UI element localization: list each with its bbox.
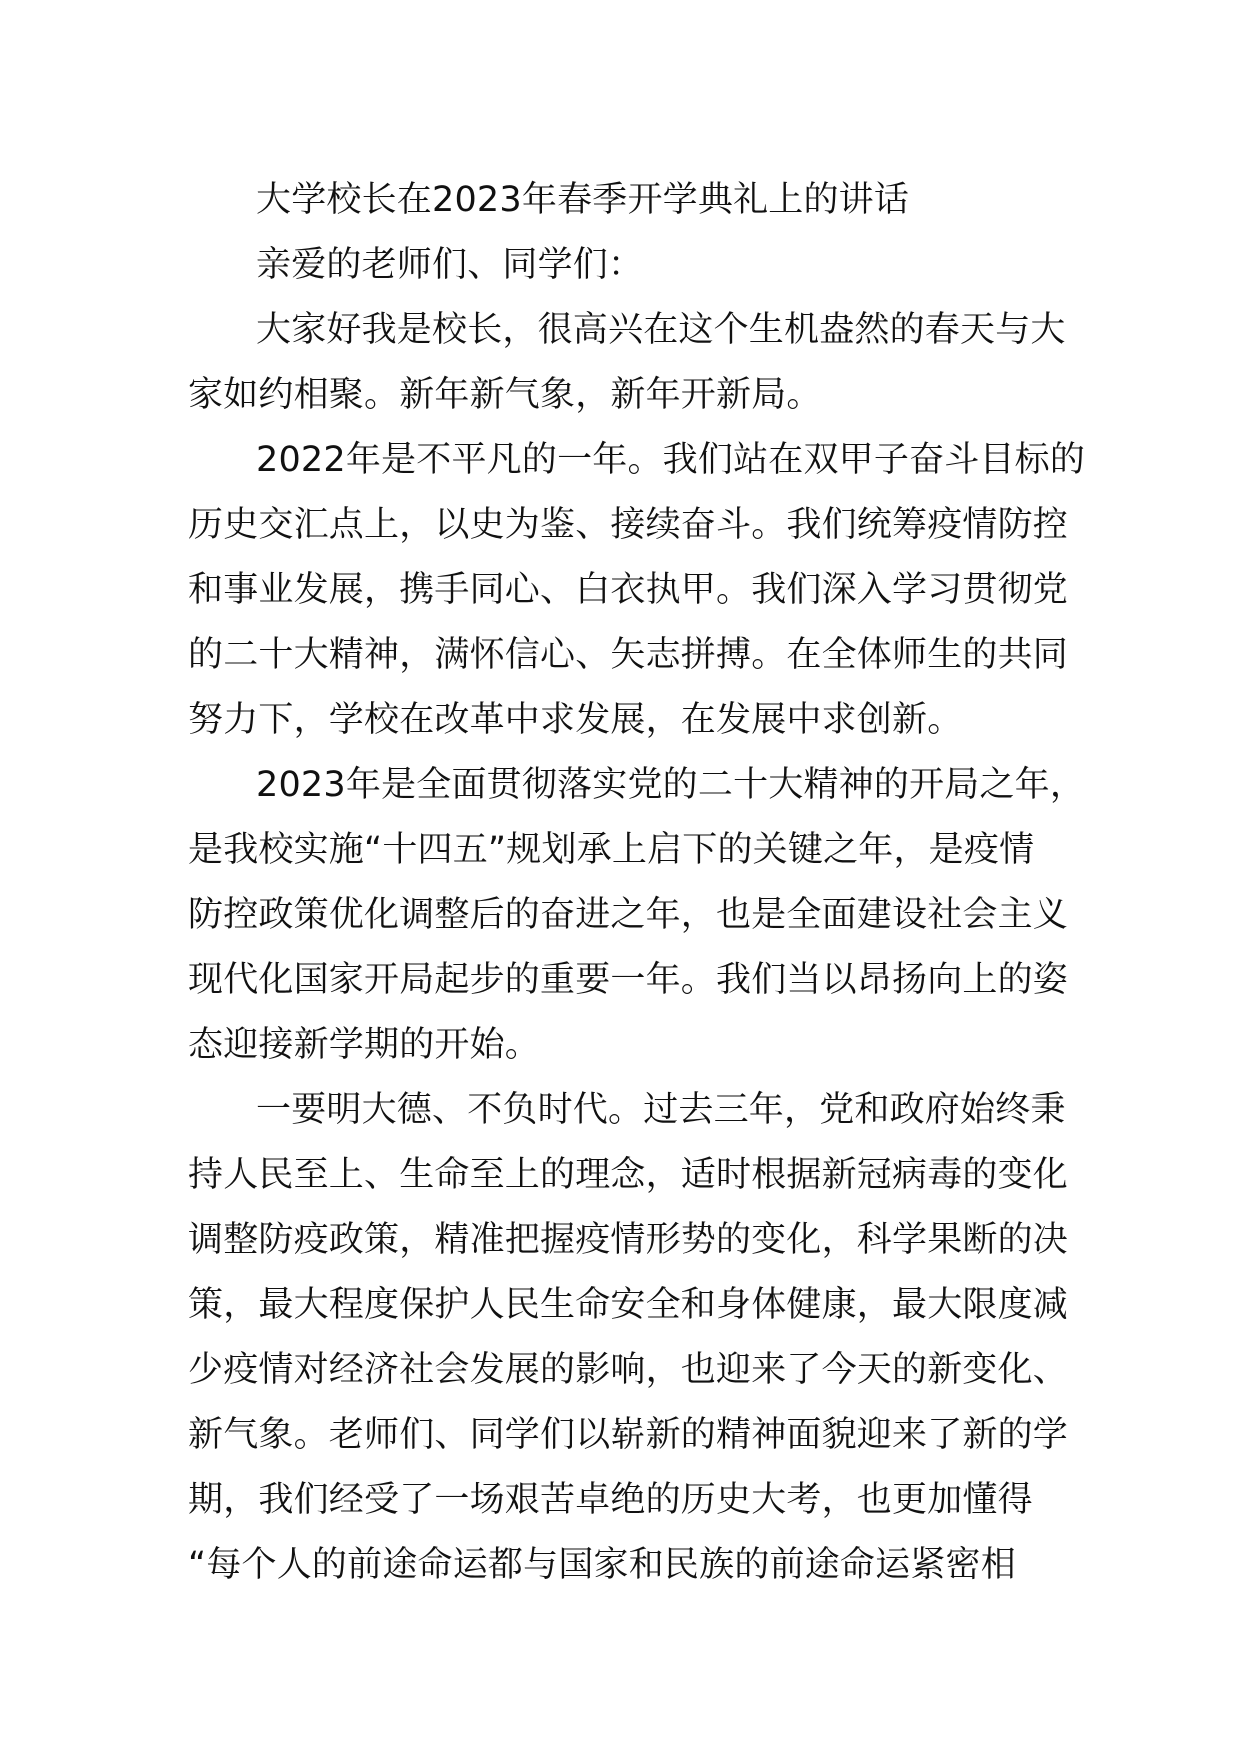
paragraph-line: 防控政策优化调整后的奋进之年，也是全面建设社会主义 bbox=[188, 895, 1069, 935]
paragraph-line: 和事业发展，携手同心、白衣执甲。我们深入学习贯彻党 bbox=[188, 570, 1069, 610]
paragraph-line: 一要明大德、不负时代。过去三年，党和政府始终秉 bbox=[256, 1090, 1066, 1130]
paragraph-1 bbox=[188, 298, 1066, 428]
paragraph-line: 是我校实施“十四五”规划承上启下的关键之年，是疫情 bbox=[188, 830, 1035, 870]
paragraph-line: 期，我们经受了一场艰苦卓绝的历史大考，也更加懂得 bbox=[188, 1480, 1033, 1520]
paragraph-line: “每个人的前途命运都与国家和民族的前途命运紧密相 bbox=[188, 1545, 1016, 1585]
paragraph-line: 的二十大精神，满怀信心、矢志拼搏。在全体师生的共同 bbox=[188, 635, 1069, 675]
paragraph-4 bbox=[188, 1078, 1069, 1598]
paragraph-line: 新气象。老师们、同学们以崭新的精神面貌迎来了新的学 bbox=[188, 1415, 1069, 1455]
paragraph-line: 持人民至上、生命至上的理念，适时根据新冠病毒的变化 bbox=[188, 1155, 1069, 1195]
paragraph-line: 2023年是全面贯彻落实党的二十大精神的开局之年， bbox=[256, 765, 1086, 805]
paragraph-line: 现代化国家开局起步的重要一年。我们当以昂扬向上的姿 bbox=[188, 960, 1069, 1000]
paragraph-3 bbox=[188, 753, 1086, 1078]
paragraph-line: 历史交汇点上，以史为鉴、接续奋斗。我们统筹疫情防控 bbox=[188, 505, 1069, 545]
paragraph-line: 态迎接新学期的开始。 bbox=[188, 1025, 541, 1065]
paragraph-2 bbox=[188, 428, 1086, 753]
document-title: 大学校长在2023年春季开学典礼上的讲话 bbox=[256, 180, 910, 220]
paragraph-line: 大家好我是校长，很高兴在这个生机盎然的春天与大 bbox=[256, 310, 1066, 350]
paragraph-line: 少疫情对经济社会发展的影响，也迎来了今天的新变化、 bbox=[188, 1350, 1069, 1390]
paragraph-line: 调整防疫政策，精准把握疫情形势的变化，科学果断的决 bbox=[188, 1220, 1069, 1260]
paragraph-line: 策，最大程度保护人民生命安全和身体健康，最大限度减 bbox=[188, 1285, 1069, 1325]
paragraph-line: 2022年是不平凡的一年。我们站在双甲子奋斗目标的 bbox=[256, 440, 1086, 480]
document-body bbox=[188, 168, 1086, 1598]
salutation: 亲爱的老师们、同学们： bbox=[256, 245, 644, 285]
paragraph-line: 家如约相聚。新年新气象，新年开新局。 bbox=[188, 375, 822, 415]
paragraph-line: 努力下，学校在改革中求发展，在发展中求创新。 bbox=[188, 700, 963, 740]
